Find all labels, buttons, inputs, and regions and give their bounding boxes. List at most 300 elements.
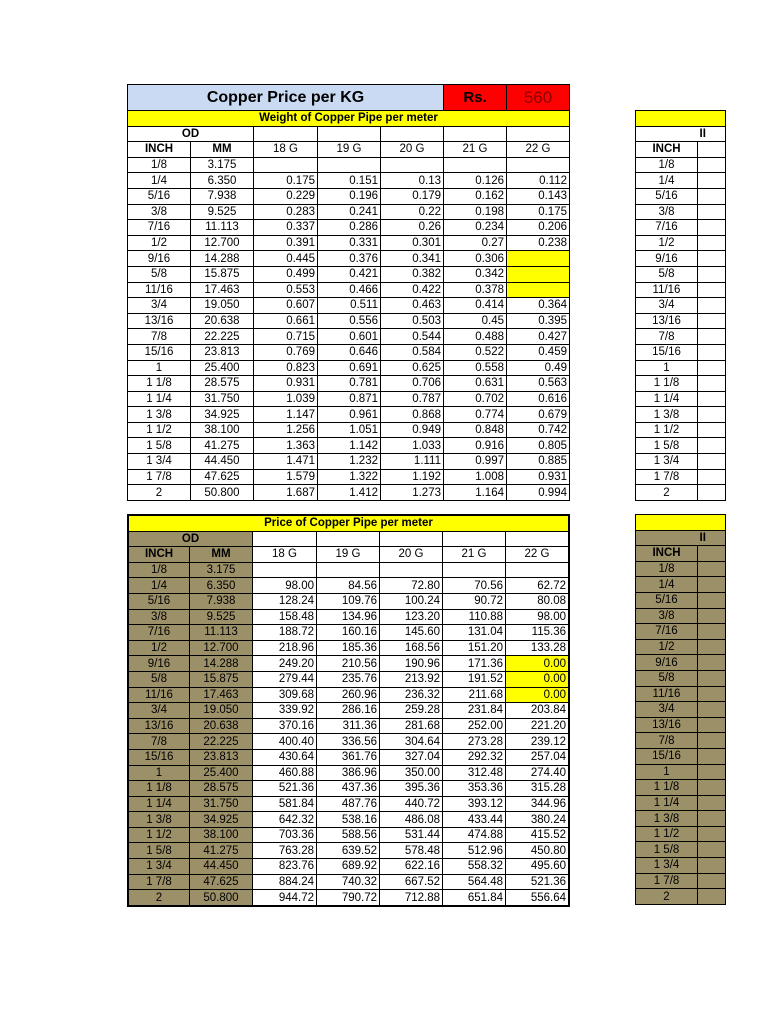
value-cell[interactable]: 588.56 bbox=[317, 827, 380, 843]
mm-cell[interactable]: 38.100 bbox=[190, 827, 253, 843]
value-cell[interactable]: 0.422 bbox=[381, 282, 444, 298]
value-cell[interactable]: 0.331 bbox=[318, 235, 381, 251]
value-cell[interactable]: 474.88 bbox=[443, 827, 506, 843]
value-cell[interactable]: 273.28 bbox=[443, 734, 506, 750]
value-cell[interactable]: 292.32 bbox=[443, 749, 506, 765]
value-cell[interactable]: 231.84 bbox=[443, 703, 506, 719]
inch-cell[interactable]: 1 bbox=[636, 764, 698, 780]
value-cell[interactable]: 98.00 bbox=[253, 578, 317, 594]
value-cell[interactable]: 651.84 bbox=[443, 890, 506, 906]
inch-cell[interactable]: 2 bbox=[128, 485, 191, 501]
value-cell[interactable]: 0.337 bbox=[254, 220, 318, 236]
value-cell[interactable] bbox=[318, 157, 381, 173]
mm-cell[interactable]: 17.463 bbox=[190, 687, 253, 703]
mm-cell[interactable]: 23.813 bbox=[191, 344, 254, 360]
value-cell[interactable]: 944.72 bbox=[253, 890, 317, 906]
value-cell[interactable]: 311.36 bbox=[317, 718, 380, 734]
value-cell[interactable]: 0.395 bbox=[507, 313, 570, 329]
inch-cell[interactable]: 1 7/8 bbox=[128, 469, 191, 485]
inch-cell[interactable]: 7/16 bbox=[636, 624, 698, 640]
value-cell[interactable] bbox=[507, 157, 570, 173]
value-cell[interactable]: 1.363 bbox=[254, 438, 318, 454]
value-cell[interactable]: 252.00 bbox=[443, 718, 506, 734]
inch-cell[interactable]: 1/8 bbox=[636, 561, 698, 577]
inch-cell[interactable]: 2 bbox=[129, 890, 190, 906]
inch-cell[interactable]: 11/16 bbox=[636, 686, 698, 702]
value-cell[interactable]: 712.88 bbox=[380, 890, 443, 906]
value-cell[interactable]: 486.08 bbox=[380, 812, 443, 828]
value-cell[interactable]: 0.445 bbox=[254, 251, 318, 267]
value-cell[interactable]: 581.84 bbox=[253, 796, 317, 812]
value-cell[interactable] bbox=[380, 562, 443, 578]
value-cell[interactable]: 0.427 bbox=[507, 329, 570, 345]
value-cell[interactable]: 380.24 bbox=[506, 812, 569, 828]
value-cell[interactable]: 1.412 bbox=[318, 485, 381, 501]
value-cell[interactable]: 1.322 bbox=[318, 469, 381, 485]
inch-cell[interactable]: 9/16 bbox=[636, 655, 698, 671]
value-cell[interactable]: 437.36 bbox=[317, 781, 380, 797]
inch-cell[interactable]: 1/8 bbox=[128, 157, 191, 173]
inch-cell[interactable]: 1 bbox=[128, 360, 191, 376]
value-cell[interactable] bbox=[507, 282, 570, 298]
inch-cell[interactable]: 1 7/8 bbox=[129, 874, 190, 890]
mm-cell[interactable]: 38.100 bbox=[191, 422, 254, 438]
value-cell[interactable]: 0.556 bbox=[318, 313, 381, 329]
value-cell[interactable]: 188.72 bbox=[253, 625, 317, 641]
inch-cell[interactable]: 3/8 bbox=[129, 609, 190, 625]
value-cell[interactable]: 0.769 bbox=[254, 344, 318, 360]
value-cell[interactable]: 0.679 bbox=[507, 407, 570, 423]
value-cell[interactable]: 703.36 bbox=[253, 827, 317, 843]
inch-cell[interactable]: 15/16 bbox=[636, 344, 698, 360]
mm-cell[interactable]: 28.575 bbox=[191, 376, 254, 392]
value-cell[interactable]: 168.56 bbox=[380, 640, 443, 656]
value-cell[interactable]: 495.60 bbox=[506, 859, 569, 875]
value-cell[interactable]: 221.20 bbox=[506, 718, 569, 734]
inch-cell[interactable]: 1 3/8 bbox=[129, 812, 190, 828]
inch-cell[interactable]: 1 bbox=[129, 765, 190, 781]
value-cell[interactable]: 0.49 bbox=[507, 360, 570, 376]
value-cell[interactable]: 0.27 bbox=[444, 235, 507, 251]
value-cell[interactable]: 339.92 bbox=[253, 703, 317, 719]
value-cell[interactable]: 361.76 bbox=[317, 749, 380, 765]
value-cell[interactable]: 70.56 bbox=[443, 578, 506, 594]
inch-cell[interactable]: 1 1/2 bbox=[636, 422, 698, 438]
value-cell[interactable]: 133.28 bbox=[506, 640, 569, 656]
value-cell[interactable]: 0.706 bbox=[381, 376, 444, 392]
value-cell[interactable]: 823.76 bbox=[253, 859, 317, 875]
value-cell[interactable]: 1.192 bbox=[381, 469, 444, 485]
mm-cell[interactable]: 11.113 bbox=[191, 220, 254, 236]
inch-cell[interactable]: 3/4 bbox=[129, 703, 190, 719]
value-cell[interactable]: 0.301 bbox=[381, 235, 444, 251]
mm-cell[interactable]: 50.800 bbox=[190, 890, 253, 906]
value-cell[interactable]: 236.32 bbox=[380, 687, 443, 703]
value-cell[interactable]: 151.20 bbox=[443, 640, 506, 656]
mm-cell[interactable]: 31.750 bbox=[190, 796, 253, 812]
mm-cell[interactable]: 14.288 bbox=[190, 656, 253, 672]
value-cell[interactable]: 0.511 bbox=[318, 298, 381, 314]
value-cell[interactable]: 0.306 bbox=[444, 251, 507, 267]
inch-cell[interactable]: 11/16 bbox=[636, 282, 698, 298]
value-cell[interactable]: 0.931 bbox=[254, 376, 318, 392]
value-cell[interactable]: 309.68 bbox=[253, 687, 317, 703]
value-cell[interactable]: 1.471 bbox=[254, 454, 318, 470]
value-cell[interactable]: 667.52 bbox=[380, 874, 443, 890]
value-cell[interactable]: 450.80 bbox=[506, 843, 569, 859]
value-cell[interactable]: 344.96 bbox=[506, 796, 569, 812]
mm-cell[interactable]: 17.463 bbox=[191, 282, 254, 298]
value-cell[interactable]: 0.238 bbox=[507, 235, 570, 251]
value-cell[interactable] bbox=[253, 562, 317, 578]
inch-cell[interactable]: 1 7/8 bbox=[636, 873, 698, 889]
mm-cell[interactable]: 6.350 bbox=[190, 578, 253, 594]
value-cell[interactable]: 0.848 bbox=[444, 422, 507, 438]
mm-cell[interactable]: 19.050 bbox=[191, 298, 254, 314]
mm-cell[interactable]: 20.638 bbox=[190, 718, 253, 734]
inch-cell[interactable]: 1/4 bbox=[128, 173, 191, 189]
value-cell[interactable]: 171.36 bbox=[443, 656, 506, 672]
value-cell[interactable]: 0.871 bbox=[318, 391, 381, 407]
value-cell[interactable]: 0.715 bbox=[254, 329, 318, 345]
value-cell[interactable]: 115.36 bbox=[506, 625, 569, 641]
value-cell[interactable]: 160.16 bbox=[317, 625, 380, 641]
value-cell[interactable]: 0.702 bbox=[444, 391, 507, 407]
mm-cell[interactable]: 47.625 bbox=[190, 874, 253, 890]
value-cell[interactable]: 0.00 bbox=[506, 656, 569, 672]
value-cell[interactable]: 1.039 bbox=[254, 391, 318, 407]
value-cell[interactable] bbox=[443, 562, 506, 578]
inch-cell[interactable]: 1 3/8 bbox=[128, 407, 191, 423]
value-cell[interactable]: 1.147 bbox=[254, 407, 318, 423]
value-cell[interactable]: 0.241 bbox=[318, 204, 381, 220]
inch-cell[interactable]: 5/8 bbox=[636, 670, 698, 686]
value-cell[interactable] bbox=[254, 157, 318, 173]
value-cell[interactable]: 312.48 bbox=[443, 765, 506, 781]
value-cell[interactable]: 0.961 bbox=[318, 407, 381, 423]
inch-cell[interactable]: 13/16 bbox=[128, 313, 191, 329]
value-cell[interactable]: 0.234 bbox=[444, 220, 507, 236]
value-cell[interactable] bbox=[507, 266, 570, 282]
value-cell[interactable]: 0.742 bbox=[507, 422, 570, 438]
mm-cell[interactable]: 12.700 bbox=[191, 235, 254, 251]
inch-cell[interactable]: 3/8 bbox=[636, 204, 698, 220]
value-cell[interactable]: 315.28 bbox=[506, 781, 569, 797]
value-cell[interactable]: 239.12 bbox=[506, 734, 569, 750]
value-cell[interactable]: 1.256 bbox=[254, 422, 318, 438]
value-cell[interactable]: 304.64 bbox=[380, 734, 443, 750]
inch-cell[interactable]: 3/8 bbox=[128, 204, 191, 220]
value-cell[interactable]: 191.52 bbox=[443, 671, 506, 687]
value-cell[interactable]: 0.916 bbox=[444, 438, 507, 454]
value-cell[interactable]: 1.687 bbox=[254, 485, 318, 501]
inch-cell[interactable]: 1 1/4 bbox=[636, 391, 698, 407]
inch-cell[interactable]: 1 3/8 bbox=[636, 407, 698, 423]
inch-cell[interactable]: 7/16 bbox=[636, 220, 698, 236]
value-cell[interactable]: 0.378 bbox=[444, 282, 507, 298]
value-cell[interactable]: 415.52 bbox=[506, 827, 569, 843]
inch-cell[interactable]: 1 1/8 bbox=[129, 781, 190, 797]
value-cell[interactable]: 353.36 bbox=[443, 781, 506, 797]
value-cell[interactable] bbox=[444, 157, 507, 173]
value-cell[interactable]: 0.112 bbox=[507, 173, 570, 189]
value-cell[interactable]: 395.36 bbox=[380, 781, 443, 797]
value-cell[interactable]: 1.232 bbox=[318, 454, 381, 470]
inch-cell[interactable]: 1 1/4 bbox=[636, 795, 698, 811]
value-cell[interactable]: 0.00 bbox=[506, 687, 569, 703]
value-cell[interactable]: 0.466 bbox=[318, 282, 381, 298]
value-cell[interactable]: 62.72 bbox=[506, 578, 569, 594]
value-cell[interactable]: 90.72 bbox=[443, 593, 506, 609]
value-cell[interactable]: 0.463 bbox=[381, 298, 444, 314]
inch-cell[interactable]: 1/8 bbox=[636, 157, 698, 173]
value-cell[interactable]: 336.56 bbox=[317, 734, 380, 750]
value-cell[interactable]: 0.607 bbox=[254, 298, 318, 314]
mm-cell[interactable]: 20.638 bbox=[191, 313, 254, 329]
value-cell[interactable]: 0.421 bbox=[318, 266, 381, 282]
value-cell[interactable]: 110.88 bbox=[443, 609, 506, 625]
value-cell[interactable]: 0.391 bbox=[254, 235, 318, 251]
inch-cell[interactable]: 13/16 bbox=[129, 718, 190, 734]
value-cell[interactable]: 0.198 bbox=[444, 204, 507, 220]
mm-cell[interactable]: 15.875 bbox=[191, 266, 254, 282]
inch-cell[interactable]: 1 1/8 bbox=[636, 780, 698, 796]
mm-cell[interactable]: 9.525 bbox=[191, 204, 254, 220]
mm-cell[interactable]: 22.225 bbox=[191, 329, 254, 345]
inch-cell[interactable]: 3/4 bbox=[636, 298, 698, 314]
inch-cell[interactable]: 9/16 bbox=[129, 656, 190, 672]
mm-cell[interactable]: 44.450 bbox=[191, 454, 254, 470]
inch-cell[interactable]: 1 1/4 bbox=[128, 391, 191, 407]
value-cell[interactable]: 0.949 bbox=[381, 422, 444, 438]
inch-cell[interactable]: 5/8 bbox=[636, 266, 698, 282]
value-cell[interactable]: 531.44 bbox=[380, 827, 443, 843]
inch-cell[interactable]: 1/8 bbox=[129, 562, 190, 578]
inch-cell[interactable]: 15/16 bbox=[128, 344, 191, 360]
value-cell[interactable]: 884.24 bbox=[253, 874, 317, 890]
mm-cell[interactable]: 41.275 bbox=[191, 438, 254, 454]
value-cell[interactable]: 0.162 bbox=[444, 188, 507, 204]
value-cell[interactable]: 1.051 bbox=[318, 422, 381, 438]
inch-cell[interactable]: 5/8 bbox=[129, 671, 190, 687]
mm-cell[interactable]: 9.525 bbox=[190, 609, 253, 625]
inch-cell[interactable]: 3/8 bbox=[636, 608, 698, 624]
value-cell[interactable]: 0.601 bbox=[318, 329, 381, 345]
value-cell[interactable]: 0.616 bbox=[507, 391, 570, 407]
inch-cell[interactable]: 9/16 bbox=[128, 251, 191, 267]
value-cell[interactable]: 123.20 bbox=[380, 609, 443, 625]
value-cell[interactable]: 0.563 bbox=[507, 376, 570, 392]
value-cell[interactable]: 235.76 bbox=[317, 671, 380, 687]
inch-cell[interactable]: 1/2 bbox=[128, 235, 191, 251]
value-cell[interactable]: 0.499 bbox=[254, 266, 318, 282]
value-cell[interactable]: 0.823 bbox=[254, 360, 318, 376]
inch-cell[interactable]: 1 3/8 bbox=[636, 811, 698, 827]
value-cell[interactable]: 0.286 bbox=[318, 220, 381, 236]
inch-cell[interactable]: 1 5/8 bbox=[128, 438, 191, 454]
mm-cell[interactable]: 3.175 bbox=[190, 562, 253, 578]
value-cell[interactable]: 260.96 bbox=[317, 687, 380, 703]
inch-cell[interactable]: 1 3/4 bbox=[636, 858, 698, 874]
inch-cell[interactable]: 1 1/2 bbox=[128, 422, 191, 438]
mm-cell[interactable]: 6.350 bbox=[191, 173, 254, 189]
inch-cell[interactable]: 1 5/8 bbox=[129, 843, 190, 859]
value-cell[interactable]: 0.414 bbox=[444, 298, 507, 314]
inch-cell[interactable]: 2 bbox=[636, 889, 698, 905]
mm-cell[interactable]: 41.275 bbox=[190, 843, 253, 859]
value-cell[interactable]: 1.579 bbox=[254, 469, 318, 485]
inch-cell[interactable]: 5/16 bbox=[129, 593, 190, 609]
value-cell[interactable]: 1.273 bbox=[381, 485, 444, 501]
mm-cell[interactable]: 11.113 bbox=[190, 625, 253, 641]
value-cell[interactable]: 556.64 bbox=[506, 890, 569, 906]
value-cell[interactable]: 521.36 bbox=[506, 874, 569, 890]
value-cell[interactable]: 0.206 bbox=[507, 220, 570, 236]
inch-cell[interactable]: 1 7/8 bbox=[636, 469, 698, 485]
value-cell[interactable]: 213.92 bbox=[380, 671, 443, 687]
value-cell[interactable]: 622.16 bbox=[380, 859, 443, 875]
inch-cell[interactable]: 7/8 bbox=[636, 329, 698, 345]
inch-cell[interactable]: 1 1/8 bbox=[128, 376, 191, 392]
value-cell[interactable]: 72.80 bbox=[380, 578, 443, 594]
inch-cell[interactable]: 7/16 bbox=[129, 625, 190, 641]
value-cell[interactable]: 0.503 bbox=[381, 313, 444, 329]
value-cell[interactable]: 1.164 bbox=[444, 485, 507, 501]
mm-cell[interactable]: 34.925 bbox=[191, 407, 254, 423]
value-cell[interactable]: 210.56 bbox=[317, 656, 380, 672]
value-cell[interactable]: 0.488 bbox=[444, 329, 507, 345]
value-cell[interactable]: 84.56 bbox=[317, 578, 380, 594]
value-cell[interactable]: 0.00 bbox=[506, 671, 569, 687]
value-cell[interactable]: 430.64 bbox=[253, 749, 317, 765]
inch-cell[interactable]: 1/4 bbox=[636, 577, 698, 593]
value-cell[interactable]: 0.631 bbox=[444, 376, 507, 392]
inch-cell[interactable]: 1/4 bbox=[636, 173, 698, 189]
value-cell[interactable]: 0.196 bbox=[318, 188, 381, 204]
value-cell[interactable]: 790.72 bbox=[317, 890, 380, 906]
mm-cell[interactable]: 7.938 bbox=[191, 188, 254, 204]
value-cell[interactable]: 538.16 bbox=[317, 812, 380, 828]
inch-cell[interactable]: 5/8 bbox=[128, 266, 191, 282]
inch-cell[interactable]: 13/16 bbox=[636, 717, 698, 733]
value-cell[interactable]: 0.997 bbox=[444, 454, 507, 470]
value-cell[interactable]: 211.68 bbox=[443, 687, 506, 703]
inch-cell[interactable]: 1 3/4 bbox=[636, 454, 698, 470]
value-cell[interactable]: 0.283 bbox=[254, 204, 318, 220]
value-cell[interactable]: 0.584 bbox=[381, 344, 444, 360]
value-cell[interactable]: 100.24 bbox=[380, 593, 443, 609]
value-cell[interactable]: 0.522 bbox=[444, 344, 507, 360]
value-cell[interactable]: 286.16 bbox=[317, 703, 380, 719]
inch-cell[interactable]: 9/16 bbox=[636, 251, 698, 267]
inch-cell[interactable]: 1 3/4 bbox=[129, 859, 190, 875]
value-cell[interactable]: 279.44 bbox=[253, 671, 317, 687]
value-cell[interactable] bbox=[317, 562, 380, 578]
value-cell[interactable]: 0.774 bbox=[444, 407, 507, 423]
value-cell[interactable]: 327.04 bbox=[380, 749, 443, 765]
value-cell[interactable]: 259.28 bbox=[380, 703, 443, 719]
value-cell[interactable]: 1.142 bbox=[318, 438, 381, 454]
value-cell[interactable]: 1.008 bbox=[444, 469, 507, 485]
value-cell[interactable]: 0.179 bbox=[381, 188, 444, 204]
value-cell[interactable]: 1.111 bbox=[381, 454, 444, 470]
value-cell[interactable]: 0.341 bbox=[381, 251, 444, 267]
inch-cell[interactable]: 15/16 bbox=[129, 749, 190, 765]
inch-cell[interactable]: 1/4 bbox=[129, 578, 190, 594]
value-cell[interactable]: 440.72 bbox=[380, 796, 443, 812]
value-cell[interactable]: 185.36 bbox=[317, 640, 380, 656]
value-cell[interactable]: 0.143 bbox=[507, 188, 570, 204]
inch-cell[interactable]: 1 1/2 bbox=[636, 826, 698, 842]
inch-cell[interactable]: 1 bbox=[636, 360, 698, 376]
mm-cell[interactable]: 19.050 bbox=[190, 703, 253, 719]
mm-cell[interactable]: 7.938 bbox=[190, 593, 253, 609]
value-cell[interactable]: 1.033 bbox=[381, 438, 444, 454]
value-cell[interactable]: 689.92 bbox=[317, 859, 380, 875]
value-cell[interactable]: 521.36 bbox=[253, 781, 317, 797]
inch-cell[interactable]: 13/16 bbox=[636, 313, 698, 329]
value-cell[interactable]: 0.994 bbox=[507, 485, 570, 501]
value-cell[interactable]: 158.48 bbox=[253, 609, 317, 625]
mm-cell[interactable]: 25.400 bbox=[190, 765, 253, 781]
value-cell[interactable]: 128.24 bbox=[253, 593, 317, 609]
mm-cell[interactable]: 22.225 bbox=[190, 734, 253, 750]
value-cell[interactable]: 0.126 bbox=[444, 173, 507, 189]
value-cell[interactable]: 274.40 bbox=[506, 765, 569, 781]
value-cell[interactable]: 350.00 bbox=[380, 765, 443, 781]
value-cell[interactable]: 281.68 bbox=[380, 718, 443, 734]
value-cell[interactable]: 639.52 bbox=[317, 843, 380, 859]
value-cell[interactable]: 0.885 bbox=[507, 454, 570, 470]
value-cell[interactable]: 218.96 bbox=[253, 640, 317, 656]
value-cell[interactable]: 0.553 bbox=[254, 282, 318, 298]
value-cell[interactable]: 0.781 bbox=[318, 376, 381, 392]
value-cell[interactable]: 0.364 bbox=[507, 298, 570, 314]
value-cell[interactable]: 0.175 bbox=[254, 173, 318, 189]
mm-cell[interactable]: 23.813 bbox=[190, 749, 253, 765]
value-cell[interactable]: 0.22 bbox=[381, 204, 444, 220]
value-cell[interactable] bbox=[381, 157, 444, 173]
inch-cell[interactable]: 1 1/4 bbox=[129, 796, 190, 812]
value-cell[interactable]: 0.805 bbox=[507, 438, 570, 454]
value-cell[interactable]: 460.88 bbox=[253, 765, 317, 781]
mm-cell[interactable]: 12.700 bbox=[190, 640, 253, 656]
inch-cell[interactable]: 1/2 bbox=[129, 640, 190, 656]
value-cell[interactable]: 740.32 bbox=[317, 874, 380, 890]
inch-cell[interactable]: 7/8 bbox=[129, 734, 190, 750]
value-cell[interactable] bbox=[507, 251, 570, 267]
mm-cell[interactable]: 28.575 bbox=[190, 781, 253, 797]
value-cell[interactable]: 0.646 bbox=[318, 344, 381, 360]
value-cell[interactable]: 0.868 bbox=[381, 407, 444, 423]
price-value[interactable]: 560 bbox=[507, 85, 570, 111]
value-cell[interactable]: 0.661 bbox=[254, 313, 318, 329]
value-cell[interactable]: 131.04 bbox=[443, 625, 506, 641]
inch-cell[interactable]: 7/8 bbox=[636, 733, 698, 749]
value-cell[interactable]: 564.48 bbox=[443, 874, 506, 890]
inch-cell[interactable]: 5/16 bbox=[128, 188, 191, 204]
inch-cell[interactable]: 2 bbox=[636, 485, 698, 501]
inch-cell[interactable]: 7/16 bbox=[128, 220, 191, 236]
inch-cell[interactable]: 1 1/8 bbox=[636, 376, 698, 392]
value-cell[interactable]: 0.26 bbox=[381, 220, 444, 236]
value-cell[interactable]: 0.45 bbox=[444, 313, 507, 329]
value-cell[interactable]: 98.00 bbox=[506, 609, 569, 625]
value-cell[interactable]: 512.96 bbox=[443, 843, 506, 859]
value-cell[interactable]: 80.08 bbox=[506, 593, 569, 609]
value-cell[interactable]: 433.44 bbox=[443, 812, 506, 828]
value-cell[interactable]: 370.16 bbox=[253, 718, 317, 734]
